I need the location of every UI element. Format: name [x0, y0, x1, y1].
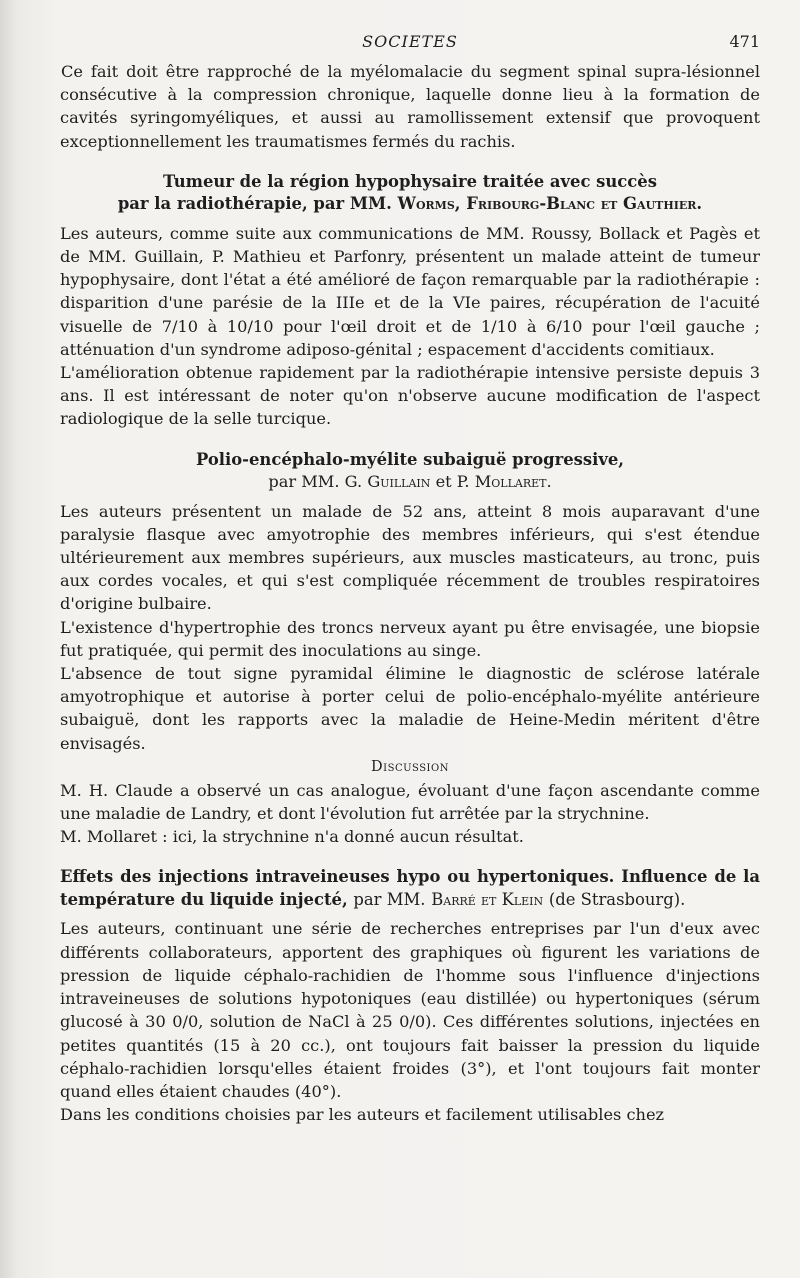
- byline-prefix: par MM. G.: [268, 472, 363, 492]
- article-tumeur: [60, 171, 760, 431]
- discussion-paragraph: M. H. Claude a observé un cas analogue, évoluant d'une façon ascendante comme une maladie de Landry, et dont l'évolution fut arrêtée par la strychnine.: [60, 780, 760, 824]
- title-part-1: Effets des injections intraveineuses hypo ou hypertoniques. Influence de la température du liquide injecté,: [60, 867, 760, 909]
- author-name: Guillain: [367, 472, 431, 492]
- intro-paragraph: Ce fait doit être rapproché de la myélomalacie du segment spinal supra-lésionnel consécutive à la compression chronique, laquelle donne lieu à la formation de cavités syringomyéliques, et aussi au ramollissement extensif que provoquent exceptionnellement les traumatismes fermés du rachis.: [60, 62, 760, 151]
- article-paragraph: Dans les conditions choisies par les auteurs et facilement utilisables chez: [60, 1105, 665, 1125]
- article-byline: [60, 471, 760, 494]
- article-polio: [60, 449, 760, 849]
- page-header: [60, 30, 760, 60]
- article-paragraph: Les auteurs, comme suite aux communications de MM. Roussy, Bollack et Pagès et de MM. Guillain, P. Mathieu et Parfonry, présentent un malade atteint de tumeur hypophysaire, dont l'état a été amélioré de façon remarquable par la radiothérapie : disparition d'une parésie de la IIIe et de la VIe paires, récupération de l'acuité visuelle de 7/10 à 10/10 pour l'œil droit et de 1/10 à 6/10 pour l'œil gauche ; atténuation d'un syndrome adiposo-génital ; espacement d'accidents comitiaux.: [60, 223, 760, 359]
- article-title: Polio-encéphalo-myélite subaiguë progressive,: [195, 449, 625, 469]
- article-title: [60, 171, 760, 216]
- article-authors: Worms, Fribourg-Blanc et Gauthier.: [397, 194, 703, 214]
- byline-mid: et P.: [435, 472, 470, 492]
- article-paragraph: L'absence de tout signe pyramidal élimine le diagnostic de sclérose latérale amyotrophique et autorise à porter celui de polio-encéphalo-myélite antérieure subaiguë, dont les rapports avec la maladie de Heine-Medin méritent d'être envisagés.: [60, 664, 760, 753]
- article-title: [60, 866, 760, 911]
- article-paragraph: L'existence d'hypertrophie des troncs nerveux ayant pu être envisagée, une biopsie fut pratiquée, qui permit des inoculations au singe.: [60, 617, 760, 660]
- discussion-heading: Discussion: [371, 758, 449, 775]
- article-paragraph: Les auteurs, continuant une série de recherches entreprises par l'un d'eux avec différents collaborateurs, apportent des graphiques où figurent les variations de pression de liquide céphalo-rachidien de l'homme sous l'influence d'injections intraveineuses de solutions hypotoniques (eau distillée) ou hypertoniques (sérum glucosé à 30 0/0, solution de NaCl à 25 0/0). Ces différentes solutions, injectées en petites quantités (15 à 20 cc.), ont toujours fait baisser la pression du liquide céphalo-rachidien lorsqu'elles étaient froides (3°), et l'ont toujours fait monter quand elles étaient chaudes (40°).: [60, 919, 760, 1101]
- title-line-2: par la radiothérapie, par MM.: [117, 194, 392, 214]
- title-part-2: par MM.: [353, 889, 426, 909]
- page-number: 471: [729, 32, 760, 51]
- article-authors: Barré et Klein: [431, 889, 544, 909]
- running-head: SOCIETES: [362, 32, 458, 51]
- article-paragraph: L'amélioration obtenue rapidement par la radiothérapie intensive persiste depuis 3 ans. Il est intéressant de noter qu'on n'observe aucune modification de l'aspect radiologique de la selle turcique.: [60, 363, 760, 429]
- article-injections: [60, 866, 760, 1126]
- author-name: Mollaret.: [474, 472, 552, 492]
- title-line-1: Tumeur de la région hypophysaire traitée avec succès: [163, 171, 657, 191]
- discussion-paragraph: M. Mollaret : ici, la strychnine n'a donné aucun résultat.: [60, 827, 524, 847]
- article-paragraph: Les auteurs présentent un malade de 52 ans, atteint 8 mois auparavant d'une paralysie flasque avec amyotrophie des membres inférieurs, qui s'est étendue ultérieurement aux membres supérieurs, aux muscles masticateurs, au tronc, puis aux cordes vocales, et qui s'est compliquée récemment de troubles respiratoires d'origine bulbaire.: [60, 501, 760, 614]
- title-part-3: (de Strasbourg).: [548, 889, 686, 909]
